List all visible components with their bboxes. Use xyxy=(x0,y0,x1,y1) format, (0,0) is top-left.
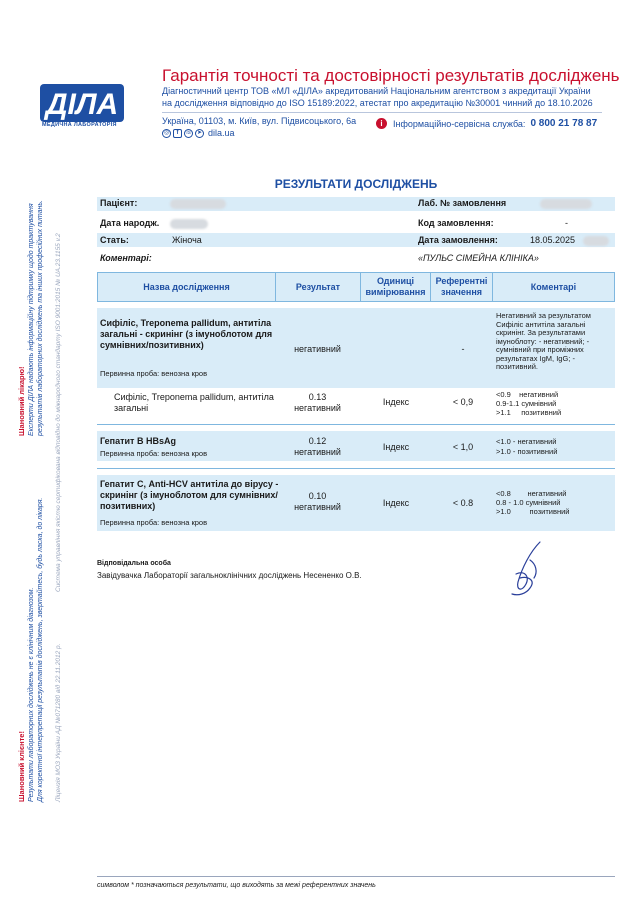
license-line: Ліцензія МОЗ України АД №071280 від 22.11.2012 р. xyxy=(55,643,62,802)
test-reference: < 0.8 xyxy=(452,498,474,508)
social-links xyxy=(162,127,235,139)
doctor-heading: Шановний лікарю! xyxy=(17,366,26,436)
website-link[interactable]: dila.ua xyxy=(208,128,235,138)
service-phone[interactable]: 0 800 21 78 87 xyxy=(530,118,598,129)
comments-label: Коментарі: xyxy=(100,253,152,263)
doctor-line-1: Експерти ДІЛА надають інформаційну підтримку щодо трактування xyxy=(28,203,35,436)
test-sample: Первинна проба: венозна кров xyxy=(100,449,208,458)
info-icon: i xyxy=(376,118,387,129)
sex-label: Стать: xyxy=(100,235,129,245)
test-sample: Первинна проба: венозна кров xyxy=(100,518,208,527)
test-comment-line-3: >1.1 позитивний xyxy=(496,408,562,417)
test-result-text: негативний xyxy=(294,447,341,457)
test-comment: Негативний за результатом Сифіліс антитіла загальні скринінг. За результатами імуноблоту: - негативний; - сумнівний при промiжних результатах IgM, IgG; - позитивний. xyxy=(496,311,591,371)
test-reference: < 1,0 xyxy=(452,442,474,452)
results-title: РЕЗУЛЬТАТИ ДОСЛІДЖЕНЬ xyxy=(274,177,438,191)
test-result-text: негативний xyxy=(294,403,341,413)
dob-label: Дата народж. xyxy=(100,218,160,228)
order-code-value: - xyxy=(565,218,568,228)
order-code-label: Код замовлення: xyxy=(418,218,494,228)
test-reference: - xyxy=(461,344,465,354)
results-table-header xyxy=(97,272,615,302)
lab-order-label: Лаб. № замовлення xyxy=(418,198,507,208)
order-date-value: 18.05.2025 xyxy=(530,235,576,245)
test-result-value: 0.10 xyxy=(308,491,327,501)
test-name: Сифіліс, Treponema pallidum, антитіла загальні xyxy=(114,392,274,413)
test-name: Гепатит В HBsAg xyxy=(100,436,176,446)
client-heading: Шановний клієнте! xyxy=(17,731,26,802)
test-comment-line-2: 0.8 - 1.0 сумнівний xyxy=(496,498,561,507)
service-contact xyxy=(376,118,597,129)
test-units: Індекс xyxy=(382,498,410,508)
service-label: Інформаційно-сервісна служба: xyxy=(393,118,526,129)
test-sample: Первинна проба: венозна кров xyxy=(100,369,208,378)
patient-redaction xyxy=(170,199,226,209)
test-name: Гепатит С, Anti-HCV антитіла до вірусу - скринінг (з імуноблотом для сумнівних/позитивних) xyxy=(100,479,279,511)
clinic-name: «ПУЛЬС СІМЕЙНА КЛІНІКА» xyxy=(418,253,539,263)
accreditation-line-1: Діагностичний центр ТОВ «МЛ «ДІЛА» акредитований Національним агентством з акредитації України xyxy=(162,86,591,96)
test-comment-line-2: 0.9-1.1 сумнівний xyxy=(496,399,557,408)
column-header-units: Одиниці вимірювання xyxy=(361,273,431,301)
row-divider xyxy=(97,468,615,469)
header-divider xyxy=(162,112,602,113)
lab-address: Україна, 01103, м. Київ, вул. Підвисоцького, 6а xyxy=(162,116,357,126)
logo-subtitle: МЕДИЧНА ЛАБОРАТОРІЯ xyxy=(42,122,117,128)
client-line-1: Результати лабораторних досліджень не є клінічним діагнозом. xyxy=(28,587,35,802)
facebook-icon[interactable]: f xyxy=(173,129,182,138)
viber-icon[interactable]: ☏ xyxy=(185,129,193,136)
telegram-icon[interactable]: ➤ xyxy=(196,129,203,136)
test-units: Індекс xyxy=(382,397,410,407)
order-date-label: Дата замовлення: xyxy=(418,235,498,245)
column-header-reference: Референтні значення xyxy=(431,273,493,301)
test-reference: < 0,9 xyxy=(452,397,474,407)
responsible-label: Відповідальна особа xyxy=(97,560,171,567)
test-comment-line-1: <0.9 негативний xyxy=(496,390,559,399)
signature-icon xyxy=(500,538,552,600)
row-divider xyxy=(97,424,615,425)
test-comment-line-3: >1.0 позитивний xyxy=(496,507,570,516)
lab-order-redaction xyxy=(540,199,592,209)
sex-value: Жіноча xyxy=(172,235,202,245)
test-result-text: негативний xyxy=(294,502,341,512)
column-header-comments: Коментарі xyxy=(530,281,577,292)
test-units: Індекс xyxy=(382,442,410,452)
test-comment-line-2: >1.0 - позитивний xyxy=(496,447,558,456)
quality-line: Система управління якістю сертифікована відповідно до міжнародного стандарту ISO 9001:2015 № UA.23.1155 v.2 xyxy=(55,233,62,592)
test-result: негативний xyxy=(294,344,341,354)
test-comment-line-1: <0.8 негативний xyxy=(496,489,567,498)
header-title: Гарантія точності та достовірності результатів досліджень xyxy=(162,66,620,85)
lab-logo xyxy=(40,84,124,130)
test-name: Сифіліс, Treponema pallidum, антитіла загальні - скринінг (з імуноблотом для сумнівних/позитивних) xyxy=(100,318,273,350)
footer-divider xyxy=(97,876,615,877)
column-header-name: Назва дослідження xyxy=(98,273,276,301)
client-line-2: Для коректної інтерпретації результатів досліджень, звертайтесь, будь ласка, до лікаря. xyxy=(37,497,44,802)
dob-redaction xyxy=(170,219,208,229)
doctor-line-2: результатів лабораторних досліджень та інших професійних питань. xyxy=(37,200,44,436)
footnote: символом * позначаються результати, що виходять за межі референтних значень xyxy=(97,882,376,889)
responsible-text: Завідувачка Лабораторії загальноклінічних досліджень Несененко О.В. xyxy=(97,571,362,580)
instagram-icon[interactable]: ◎ xyxy=(163,129,170,136)
accreditation-line-2: на дослідження відповідно до ISO 15189:2022, атестат про акредитацію №30001 чинний до 18.10.2026 xyxy=(162,98,593,108)
test-comment-line-1: <1.0 - негативний xyxy=(496,437,557,446)
column-header-result: Результат xyxy=(276,273,361,301)
test-result-value: 0.13 xyxy=(308,392,327,402)
dila-logo-mark xyxy=(40,84,124,122)
test-result-value: 0.12 xyxy=(308,436,327,446)
patient-label: Пацієнт: xyxy=(100,198,138,208)
logo-text: ДІЛА xyxy=(45,88,119,121)
order-date-redaction xyxy=(583,236,609,246)
